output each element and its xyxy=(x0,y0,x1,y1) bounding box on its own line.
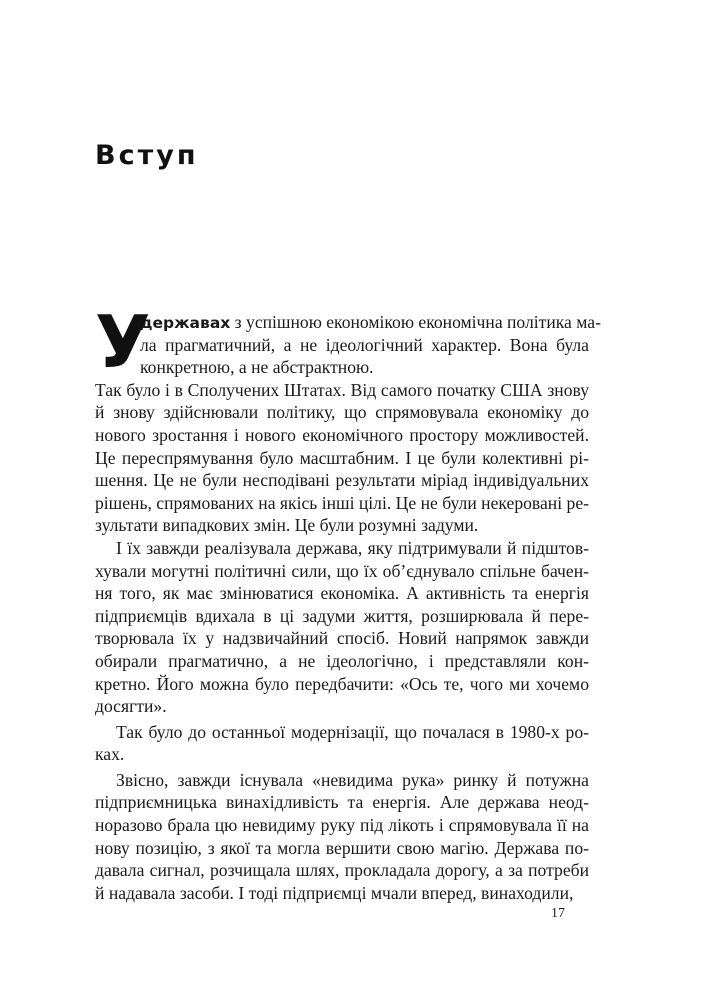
text-line: обирали прагматично, а не ідеологічно, і представляли кон- xyxy=(95,650,589,671)
text-line: досягти». xyxy=(95,696,167,717)
text-line: зультати випадкових змін. Це були розумні задуми. xyxy=(95,515,479,536)
text-line: ня того, як має змінюватися економіка. А активність та енергія xyxy=(95,583,589,604)
text-line: творювала їх у надзвичайний спосіб. Новий напрямок завжди xyxy=(95,628,589,649)
text-line: хували могутні політичні сили, що їх об’єднувало спільне бачен- xyxy=(95,560,589,581)
text-line: підприємницька винахідливість та енергія. Але держава неод- xyxy=(95,792,589,813)
text-line: рішень, спрямованих на якісь інші цілі. Це не були некеровані ре- xyxy=(95,492,589,513)
chapter-title: Вступ xyxy=(95,140,199,171)
text-segment: з успішною економікою економічна політика ма- xyxy=(230,312,601,332)
text-line xyxy=(95,311,601,334)
text-line: й знову здійснювали політику, що спрямовувала економіку до xyxy=(95,402,589,423)
text-line: Це переспрямування було масштабним. І це були колективні рі- xyxy=(95,447,589,468)
text-line: нову позицію, з якої та могла вершити свою магію. Держава по- xyxy=(95,837,589,858)
text-line: підприємців вдихала в ці задуми життя, розширювала й пере- xyxy=(95,605,589,626)
text-line: Звісно, завжди існувала «невидима рука» ринку й потужна xyxy=(116,769,589,790)
text-line: ках. xyxy=(95,744,125,765)
text-line: Так було і в Сполучених Штатах. Від самого початку США знову xyxy=(95,379,589,400)
text-line: кретно. Його можна було передбачити: «Ось те, чого ми хочемо xyxy=(95,673,589,694)
lead-word: державах xyxy=(140,314,231,332)
text-line: конкретною, а не абстрактною. xyxy=(140,357,374,378)
text-line: Так було до останньої модернізації, що почалася в 1980-х ро- xyxy=(116,721,589,742)
drop-cap: У xyxy=(95,300,151,384)
text-line: нового зростання і нового економічного простору можливостей. xyxy=(95,424,589,445)
text-line: й надавала засоби. І тоді підприємці мчали вперед, винаходили, xyxy=(95,882,574,903)
text-line: норазово брала цю невидиму руку під лікоть і спрямовувала її на xyxy=(95,815,589,836)
text-line: давала сигнал, розчищала шлях, прокладала дорогу, а за потреби xyxy=(95,860,589,881)
body-text xyxy=(95,300,601,904)
page-number: 17 xyxy=(551,906,565,921)
paragraphs xyxy=(95,379,589,905)
text-line: ла прагматичний, а не ідеологічний характер. Вона була xyxy=(140,334,589,355)
text-line: І їх завжди реалізувала держава, яку підтримували й підштов- xyxy=(116,537,589,558)
text-line: шення. Це не були несподівані результати міріад індивідуальних xyxy=(95,470,589,491)
